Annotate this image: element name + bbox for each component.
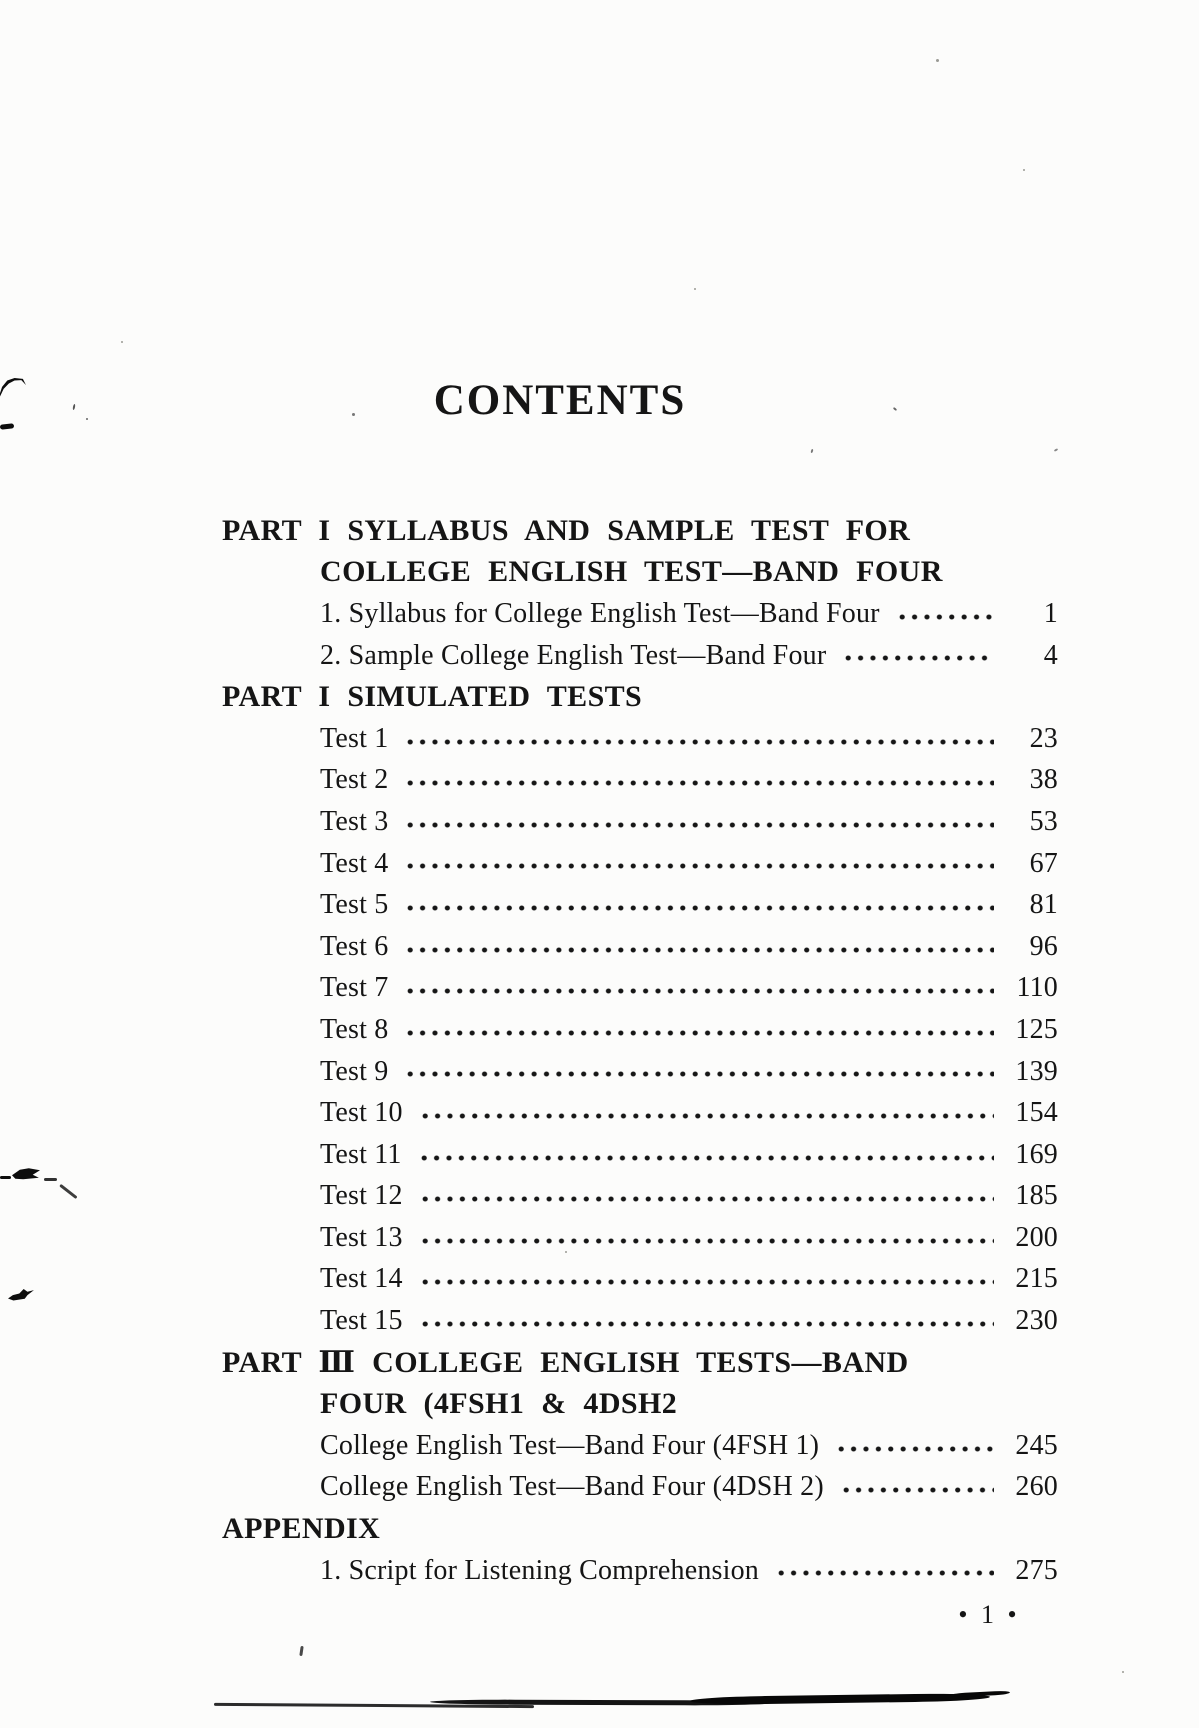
dot-leader bbox=[402, 801, 994, 843]
entry-page-number: 125 bbox=[1015, 1013, 1058, 1045]
speck bbox=[121, 341, 123, 343]
entry-page-number: 67 bbox=[1029, 847, 1058, 879]
toc-entry bbox=[222, 968, 1058, 1010]
toc-entry bbox=[222, 1051, 1058, 1093]
entry-label: College English Test—Band Four (4DSH 2) bbox=[320, 1471, 824, 1503]
toc-entry bbox=[222, 1217, 1058, 1259]
toc-entry bbox=[222, 1300, 1058, 1342]
toc-entry bbox=[222, 760, 1058, 802]
dot-leader bbox=[417, 1176, 994, 1218]
speck bbox=[72, 404, 75, 410]
toc-entry bbox=[222, 801, 1058, 843]
dot-leader bbox=[402, 884, 994, 926]
dot-leader bbox=[840, 635, 994, 677]
entry-label: 2. Sample College English Test—Band Four bbox=[320, 639, 827, 671]
speck bbox=[86, 418, 88, 420]
footer-page-number: • 1 • bbox=[958, 1600, 1017, 1629]
speck bbox=[1122, 1671, 1124, 1673]
dot-leader bbox=[417, 1259, 994, 1301]
entry-page-number: 200 bbox=[1015, 1221, 1058, 1253]
toc-heading-part2 bbox=[222, 676, 1058, 718]
toc-entry bbox=[222, 1134, 1058, 1176]
entry-page-number: 4 bbox=[1043, 639, 1058, 671]
ink-blob bbox=[8, 1287, 35, 1301]
page-bottom-smear bbox=[690, 1693, 990, 1705]
dot-leader bbox=[833, 1425, 994, 1467]
dot-leader bbox=[402, 926, 994, 968]
entry-label: Test 3 bbox=[320, 805, 389, 837]
entry-page-number: 185 bbox=[1015, 1180, 1058, 1212]
ink-blob-arrow bbox=[12, 1167, 40, 1182]
entry-label: 1. Script for Listening Comprehension bbox=[320, 1554, 760, 1586]
speck bbox=[352, 413, 355, 416]
heading-text: PART Ⅲ COLLEGE ENGLISH TESTS—BAND bbox=[222, 1346, 909, 1380]
toc-entry bbox=[222, 635, 1058, 677]
table-of-contents bbox=[222, 510, 1058, 1591]
toc-heading-part3-cont bbox=[222, 1383, 1058, 1425]
entry-label: Test 11 bbox=[320, 1138, 402, 1170]
entry-label: Test 1 bbox=[320, 722, 389, 754]
toc-entry bbox=[222, 884, 1058, 926]
entry-page-number: 1 bbox=[1043, 597, 1058, 629]
entry-label: College English Test—Band Four (4FSH 1) bbox=[320, 1429, 820, 1461]
toc-entry bbox=[222, 1550, 1058, 1592]
toc-entry bbox=[222, 718, 1058, 760]
heading-text: FOUR (4FSH1 & 4DSH2 bbox=[320, 1387, 678, 1421]
toc-heading-part1-cont bbox=[222, 552, 1058, 594]
entry-label: Test 2 bbox=[320, 764, 389, 796]
dot-leader bbox=[402, 760, 994, 802]
page-title: CONTENTS bbox=[433, 377, 687, 424]
toc-entry bbox=[222, 1009, 1058, 1051]
dot-leader bbox=[402, 968, 994, 1010]
dot-leader bbox=[417, 1092, 994, 1134]
entry-label: Test 12 bbox=[320, 1180, 403, 1212]
dot-leader bbox=[402, 1009, 994, 1051]
dot-leader bbox=[402, 718, 994, 760]
entry-page-number: 110 bbox=[1016, 972, 1058, 1004]
entry-page-number: 260 bbox=[1015, 1471, 1058, 1503]
dot-leader bbox=[417, 1300, 994, 1342]
entry-page-number: 275 bbox=[1015, 1554, 1058, 1586]
entry-label: Test 13 bbox=[320, 1221, 403, 1253]
entry-page-number: 81 bbox=[1029, 889, 1058, 921]
entry-page-number: 23 bbox=[1029, 722, 1058, 754]
ink-blob-hook bbox=[0, 378, 26, 399]
toc-heading-appendix bbox=[222, 1508, 1058, 1550]
dot-leader bbox=[773, 1550, 994, 1592]
toc-entry bbox=[222, 1259, 1058, 1301]
toc-entry bbox=[222, 1092, 1058, 1134]
ink-dash bbox=[0, 423, 14, 429]
dot-leader bbox=[838, 1467, 994, 1509]
speck bbox=[565, 1251, 567, 1253]
dot-leader bbox=[416, 1134, 994, 1176]
entry-label: Test 8 bbox=[320, 1013, 389, 1045]
toc-entry bbox=[222, 1176, 1058, 1218]
speck bbox=[810, 449, 813, 453]
entry-page-number: 230 bbox=[1015, 1305, 1058, 1337]
dot-leader bbox=[894, 593, 994, 635]
toc-entry bbox=[222, 593, 1058, 635]
entry-label: Test 9 bbox=[320, 1055, 389, 1087]
entry-page-number: 215 bbox=[1015, 1263, 1058, 1295]
entry-page-number: 245 bbox=[1015, 1429, 1058, 1461]
speck bbox=[1054, 448, 1058, 452]
ink-dash bbox=[0, 1176, 11, 1179]
toc-entry bbox=[222, 1467, 1058, 1509]
speck bbox=[893, 407, 897, 411]
entry-label: 1. Syllabus for College English Test—Band Four bbox=[320, 597, 880, 629]
entry-page-number: 154 bbox=[1015, 1097, 1058, 1129]
entry-label: Test 10 bbox=[320, 1097, 403, 1129]
speck bbox=[936, 59, 939, 62]
entry-page-number: 139 bbox=[1015, 1055, 1058, 1087]
ink-streak bbox=[59, 1184, 77, 1199]
toc-entry bbox=[222, 1425, 1058, 1467]
entry-page-number: 96 bbox=[1029, 930, 1058, 962]
entry-label: Test 7 bbox=[320, 972, 389, 1004]
dot-leader bbox=[402, 843, 994, 885]
heading-text: COLLEGE ENGLISH TEST—BAND FOUR bbox=[320, 555, 943, 589]
entry-label: Test 4 bbox=[320, 847, 389, 879]
entry-label: Test 14 bbox=[320, 1263, 403, 1295]
heading-text: PART I SIMULATED TESTS bbox=[222, 680, 643, 714]
ink-tick bbox=[299, 1646, 303, 1656]
toc-entry bbox=[222, 843, 1058, 885]
entry-page-number: 38 bbox=[1029, 764, 1058, 796]
entry-label: Test 5 bbox=[320, 889, 389, 921]
heading-text: PART I SYLLABUS AND SAMPLE TEST FOR bbox=[222, 513, 911, 547]
entry-page-number: 53 bbox=[1029, 805, 1058, 837]
toc-heading-part1 bbox=[222, 510, 1058, 552]
toc-heading-part3 bbox=[222, 1342, 1058, 1384]
heading-text: APPENDIX bbox=[222, 1512, 381, 1546]
dot-leader bbox=[402, 1051, 994, 1093]
speck bbox=[1023, 169, 1025, 171]
entry-label: Test 15 bbox=[320, 1305, 403, 1337]
dot-leader bbox=[417, 1217, 994, 1259]
speck bbox=[694, 288, 696, 290]
toc-entry bbox=[222, 926, 1058, 968]
entry-label: Test 6 bbox=[320, 930, 389, 962]
entry-page-number: 169 bbox=[1015, 1138, 1058, 1170]
ink-dash bbox=[44, 1178, 57, 1181]
